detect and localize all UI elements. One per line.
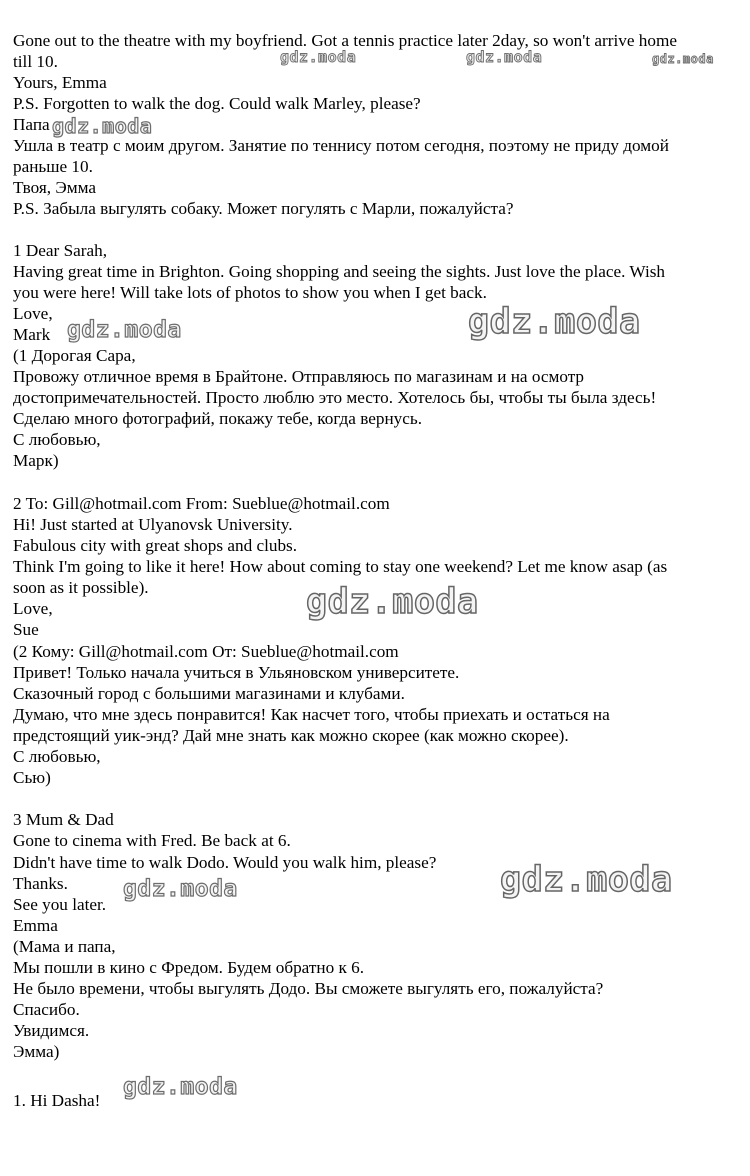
watermark: gdz.moda <box>652 52 714 66</box>
text-line: Emma <box>13 916 58 935</box>
text-line: Sue <box>13 620 39 639</box>
text-line: 1. Hi Dasha! <box>13 1091 101 1110</box>
text-line: till 10. <box>13 52 58 71</box>
text-line: Спасибо. <box>13 1000 80 1019</box>
watermark: gdz.moda <box>500 860 673 900</box>
text-line: Think I'm going to like it here! How about coming to stay one weekend? Let me know asap (as <box>13 557 668 576</box>
text-line: Думаю, что мне здесь понравится! Как насчет того, чтобы приехать и остаться на <box>13 705 610 724</box>
text-line: Мы пошли в кино с Фредом. Будем обратно к 6. <box>13 958 365 977</box>
watermark: gdz.moda <box>306 582 479 622</box>
text-line: Mark <box>13 325 51 344</box>
text-line: (Мама и папа, <box>13 937 116 956</box>
text-line: Привет! Только начала учиться в Ульяновском университете. <box>13 663 460 682</box>
text-line: Увидимся. <box>13 1021 90 1040</box>
text-line: С любовью, <box>13 430 101 449</box>
text-line: Yours, Emma <box>13 73 107 92</box>
text-line: Сью) <box>13 768 51 787</box>
text-line: Сделаю много фотографий, покажу тебе, когда вернусь. <box>13 409 423 428</box>
watermark: gdz.moda <box>466 48 543 66</box>
text-line: Gone to cinema with Fred. Be back at 6. <box>13 831 291 850</box>
text-line: С любовью, <box>13 747 101 766</box>
text-line: P.S. Забыла выгулять собаку. Может погулять с Марли, пожалуйста? <box>13 199 514 218</box>
text-line: раньше 10. <box>13 157 93 176</box>
watermark: gdz.moda <box>123 876 238 902</box>
text-line: Gone out to the theatre with my boyfriend. Got a tennis practice later 2day, so won't arrive home <box>13 31 677 50</box>
text-line: Провожу отличное время в Брайтоне. Отправляюсь по магазинам и на осмотр <box>13 367 585 386</box>
text-line: Ушла в театр с моим другом. Занятие по теннису потом сегодня, поэтому не приду домой <box>13 136 669 155</box>
text-line: Didn't have time to walk Dodo. Would you walk him, please? <box>13 853 437 872</box>
text-line: Марк) <box>13 451 59 470</box>
text-line: Hi! Just started at Ulyanovsk University. <box>13 515 293 534</box>
text-line: Having great time in Brighton. Going shopping and seeing the sights. Just love the place. Wish <box>13 262 666 281</box>
text-line: Thanks. <box>13 874 68 893</box>
watermark: gdz.moda <box>468 302 641 342</box>
watermark: gdz.moda <box>67 317 182 343</box>
text-line: (2 Кому: Gill@hotmail.com От: Sueblue@hotmail.com <box>13 642 399 661</box>
text-line: Папа <box>13 115 50 134</box>
text-line: Эмма) <box>13 1042 60 1061</box>
text-line: Твоя, Эмма <box>13 178 97 197</box>
watermark: gdz.moda <box>280 48 357 66</box>
watermark: gdz.moda <box>123 1074 238 1100</box>
text-line: 1 Dear Sarah, <box>13 241 108 260</box>
text-line: Сказочный город с большими магазинами и клубами. <box>13 684 405 703</box>
watermark: gdz.moda <box>52 114 153 138</box>
text-line: Love, <box>13 304 53 323</box>
text-line: 3 Mum & Dad <box>13 810 114 829</box>
text-line: 2 To: Gill@hotmail.com From: Sueblue@hotmail.com <box>13 494 390 513</box>
text-line: достопримечательностей. Просто люблю это место. Хотелось бы, чтобы ты была здесь! <box>13 388 657 407</box>
text-line: Fabulous city with great shops and clubs. <box>13 536 298 555</box>
text-line: Love, <box>13 599 53 618</box>
text-line: See you later. <box>13 895 107 914</box>
text-line: (1 Дорогая Сара, <box>13 346 136 365</box>
text-line: soon as it possible). <box>13 578 149 597</box>
text-line: предстоящий уик-энд? Дай мне знать как можно скорее (как можно скорее). <box>13 726 569 745</box>
text-line: Не было времени, чтобы выгулять Додо. Вы сможете выгулять его, пожалуйста? <box>13 979 604 998</box>
text-line: you were here! Will take lots of photos to show you when I get back. <box>13 283 487 302</box>
text-line: P.S. Forgotten to walk the dog. Could walk Marley, please? <box>13 94 421 113</box>
